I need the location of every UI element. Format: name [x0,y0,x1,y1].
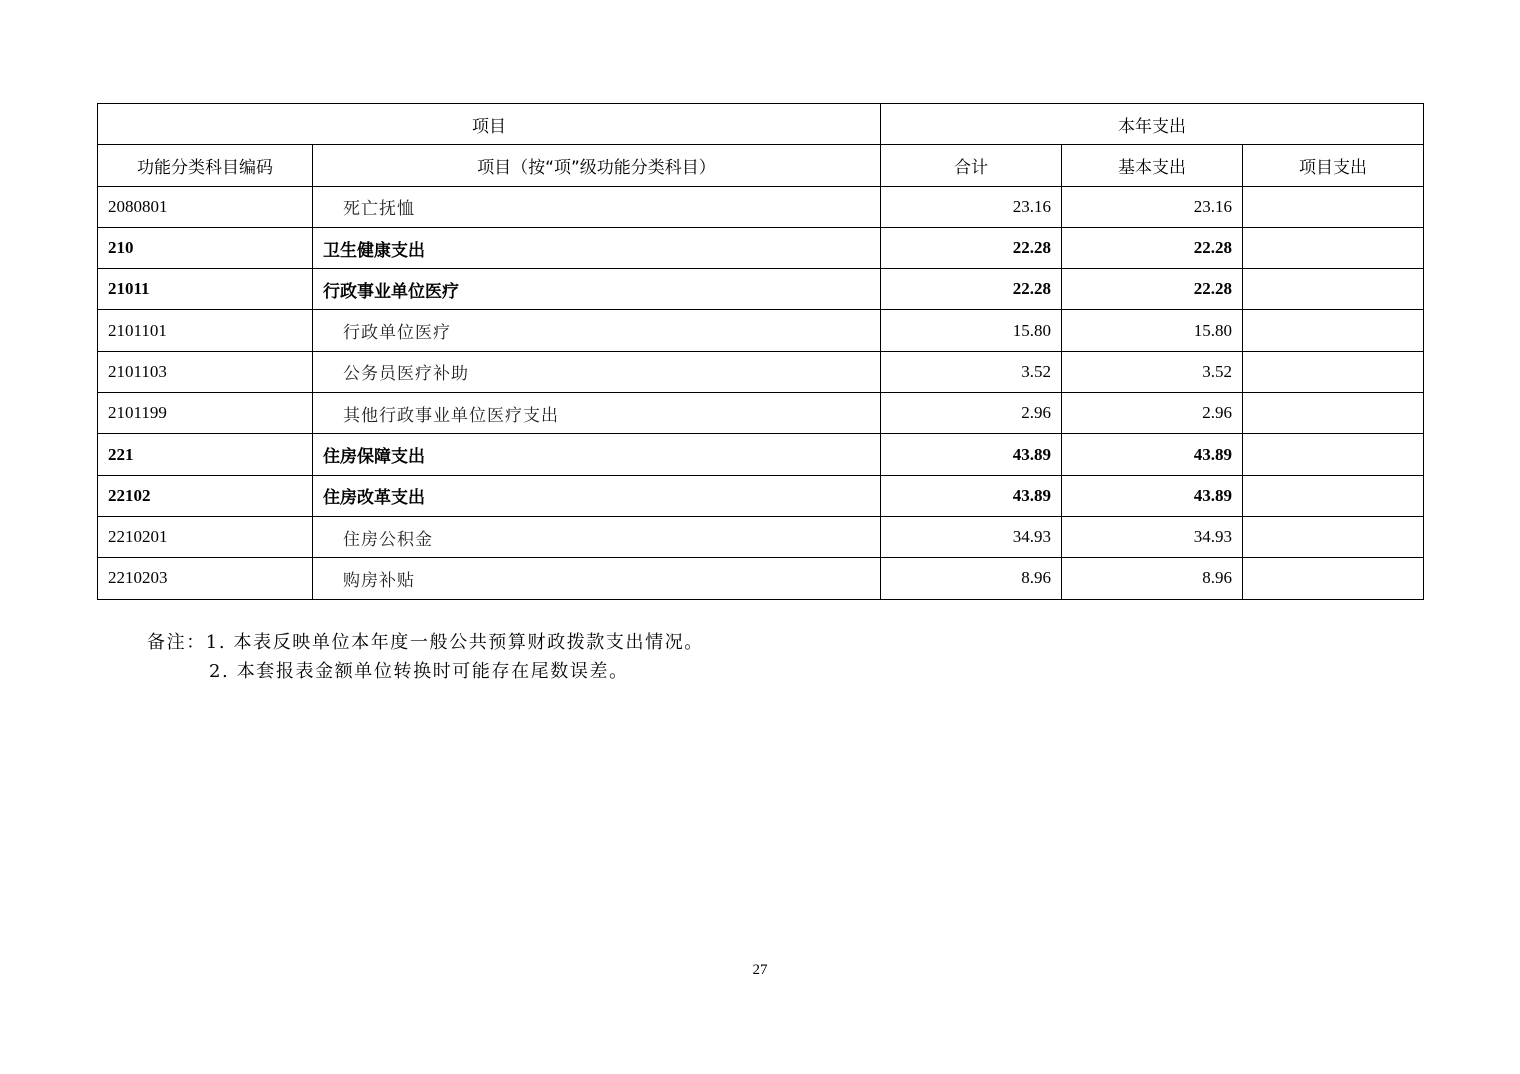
cell-project [1243,351,1424,392]
cell-name: 卫生健康支出 [313,227,881,268]
cell-basic: 23.16 [1062,186,1243,227]
footnote-line-1: 备注：1. 本表反映单位本年度一般公共预算财政拨款支出情况。 [147,632,704,653]
cell-total: 2.96 [881,393,1062,434]
cell-code: 2210201 [98,516,313,557]
page-number: 27 [752,962,768,978]
header-item-group: 项目 [98,104,881,145]
table-row [98,269,1424,310]
table-row [98,186,1424,227]
cell-basic: 43.89 [1062,434,1243,475]
table-row [98,227,1424,268]
cell-total: 23.16 [881,186,1062,227]
cell-total: 34.93 [881,516,1062,557]
cell-basic: 15.80 [1062,310,1243,351]
header-code: 功能分类科目编码 [98,145,313,186]
cell-name: 行政事业单位医疗 [313,269,881,310]
cell-name: 购房补贴 [313,558,881,599]
header-basic: 基本支出 [1062,145,1243,186]
footnote-line-2: 2. 本套报表金额单位转换时可能存在尾数误差。 [209,661,629,682]
header-row-group [98,104,1424,145]
cell-project [1243,186,1424,227]
cell-project [1243,475,1424,516]
cell-project [1243,310,1424,351]
cell-total: 8.96 [881,558,1062,599]
cell-name: 其他行政事业单位医疗支出 [313,393,881,434]
cell-basic: 3.52 [1062,351,1243,392]
cell-total: 3.52 [881,351,1062,392]
cell-project [1243,434,1424,475]
table-row [98,310,1424,351]
header-total: 合计 [881,145,1062,186]
cell-basic: 34.93 [1062,516,1243,557]
cell-code: 2101103 [98,351,313,392]
cell-name: 死亡抚恤 [313,186,881,227]
cell-code: 2080801 [98,186,313,227]
cell-code: 22102 [98,475,313,516]
cell-basic: 22.28 [1062,269,1243,310]
cell-total: 22.28 [881,227,1062,268]
cell-name: 行政单位医疗 [313,310,881,351]
cell-name: 住房公积金 [313,516,881,557]
cell-code: 2210203 [98,558,313,599]
table-body [98,186,1424,599]
table-row [98,475,1424,516]
cell-total: 15.80 [881,310,1062,351]
cell-code: 210 [98,227,313,268]
header-name: 项目（按“项”级功能分类科目） [313,145,881,186]
table-row [98,516,1424,557]
cell-project [1243,227,1424,268]
footnotes [147,628,704,686]
cell-total: 43.89 [881,434,1062,475]
cell-basic: 22.28 [1062,227,1243,268]
table-row [98,351,1424,392]
cell-basic: 8.96 [1062,558,1243,599]
cell-project [1243,516,1424,557]
cell-basic: 43.89 [1062,475,1243,516]
cell-code: 21011 [98,269,313,310]
budget-table [97,103,1424,600]
cell-total: 43.89 [881,475,1062,516]
cell-name: 住房保障支出 [313,434,881,475]
header-project: 项目支出 [1243,145,1424,186]
table-row [98,393,1424,434]
cell-name: 公务员医疗补助 [313,351,881,392]
cell-code: 2101101 [98,310,313,351]
header-expense-group: 本年支出 [881,104,1424,145]
cell-project [1243,558,1424,599]
table-row [98,558,1424,599]
cell-code: 2101199 [98,393,313,434]
cell-total: 22.28 [881,269,1062,310]
cell-basic: 2.96 [1062,393,1243,434]
cell-name: 住房改革支出 [313,475,881,516]
header-row-columns [98,145,1424,186]
cell-project [1243,269,1424,310]
cell-project [1243,393,1424,434]
table-row [98,434,1424,475]
cell-code: 221 [98,434,313,475]
